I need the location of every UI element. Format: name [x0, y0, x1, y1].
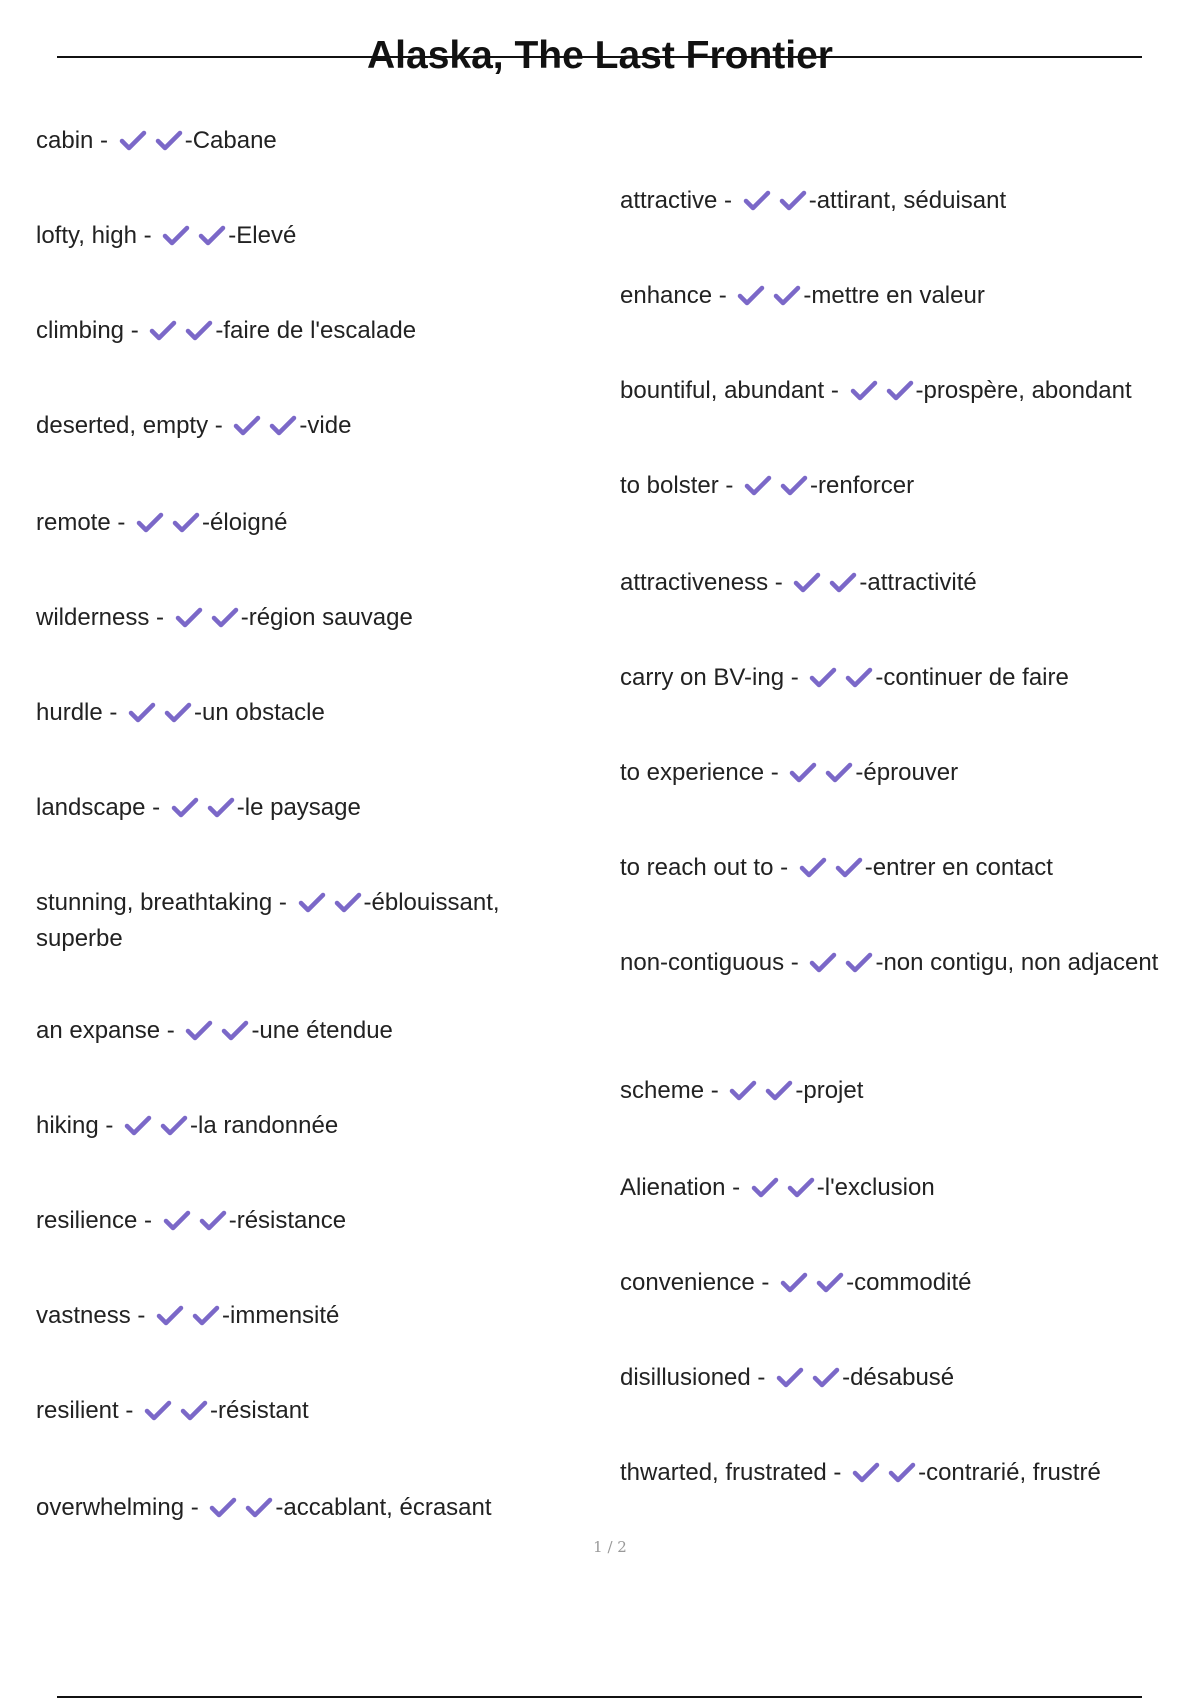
check-marks	[144, 1399, 208, 1431]
vocab-translation: -un obstacle	[194, 699, 325, 726]
vocab-entry	[36, 1205, 556, 1241]
vocab-translation: -faire de l'escalade	[215, 317, 417, 344]
check-icon	[185, 1020, 213, 1042]
vocab-translation: -une étendue	[251, 1017, 393, 1044]
check-marks	[744, 474, 808, 506]
check-icon	[780, 1272, 808, 1294]
check-marks	[737, 284, 801, 316]
check-icon	[799, 857, 827, 879]
check-marks	[209, 1496, 273, 1528]
vocab-term: deserted, empty	[36, 412, 209, 439]
check-marks	[789, 761, 853, 793]
vocab-translation: -Cabane	[184, 127, 277, 154]
vocab-entry	[620, 470, 1180, 506]
check-icon	[776, 1367, 804, 1389]
check-marks	[119, 129, 183, 161]
check-marks	[163, 1209, 227, 1241]
check-icon	[245, 1497, 273, 1519]
check-icon	[155, 130, 183, 152]
vocab-translation: -résistance	[228, 1207, 347, 1234]
vocab-term: to bolster	[620, 472, 719, 499]
vocab-term: lofty, high	[36, 222, 137, 249]
check-icon	[825, 762, 853, 784]
check-icon	[845, 952, 873, 974]
vocab-term: bountiful, abundant	[620, 377, 825, 404]
vocab-term: an expanse	[36, 1017, 161, 1044]
check-icon	[850, 380, 878, 402]
check-icon	[729, 1080, 757, 1102]
vocab-term: to reach out to	[620, 854, 774, 881]
vocab-translation: -éloigné	[202, 509, 288, 536]
vocab-term: vastness	[36, 1302, 131, 1329]
vocab-term: overwhelming	[36, 1494, 185, 1521]
vocab-translation: -attractivité	[859, 569, 977, 596]
check-marks	[162, 224, 226, 256]
check-icon	[334, 892, 362, 914]
separator: -	[118, 1397, 141, 1424]
vocab-term: stunning, breathtaking	[36, 889, 273, 916]
vocab-translation: -la randonnée	[190, 1112, 339, 1139]
separator: -	[750, 1364, 773, 1391]
check-marks	[852, 1461, 916, 1493]
check-icon	[180, 1400, 208, 1422]
check-icon	[852, 1462, 880, 1484]
vocab-entry	[36, 792, 556, 828]
vocab-entry	[620, 662, 1180, 698]
vocab-term: Alienation	[620, 1174, 726, 1201]
check-marks	[233, 414, 297, 446]
vocab-translation: -mettre en valeur	[803, 282, 985, 309]
vocab-term: enhance	[620, 282, 713, 309]
vocab-term: resilience	[36, 1207, 138, 1234]
check-icon	[835, 857, 863, 879]
vocab-translation: -le paysage	[236, 794, 361, 821]
check-icon	[773, 285, 801, 307]
vocab-entry	[36, 220, 556, 256]
vocab-term: attractiveness	[620, 569, 769, 596]
check-icon	[888, 1462, 916, 1484]
separator: -	[272, 889, 294, 916]
check-icon	[209, 1497, 237, 1519]
check-icon	[156, 1305, 184, 1327]
vocab-translation: -renforcer	[810, 472, 915, 499]
separator: -	[149, 604, 171, 631]
vocab-entry	[620, 852, 1180, 888]
check-icon	[886, 380, 914, 402]
separator: -	[145, 794, 167, 821]
vocab-entry	[36, 887, 556, 955]
check-icon	[298, 892, 326, 914]
separator: -	[124, 317, 146, 344]
vocab-entry	[36, 315, 556, 351]
vocab-term: disillusioned	[620, 1364, 751, 1391]
check-icon	[119, 130, 147, 152]
check-icon	[812, 1367, 840, 1389]
check-icon	[269, 415, 297, 437]
separator: -	[764, 759, 786, 786]
check-marks	[171, 796, 235, 828]
vocab-entry	[620, 567, 1180, 603]
vocab-translation: -prospère, abondant	[915, 377, 1132, 404]
separator: -	[725, 1174, 747, 1201]
page-number: 1 / 2	[593, 1538, 627, 1556]
check-marks	[156, 1304, 220, 1336]
vocab-entry	[36, 410, 556, 446]
check-marks	[185, 1019, 249, 1051]
vocab-translation: -résistant	[210, 1397, 309, 1424]
vocab-entry	[36, 507, 556, 543]
vocab-translation: -immensité	[222, 1302, 340, 1329]
vocab-term: remote	[36, 509, 111, 536]
vocab-translation: -commodité	[846, 1269, 972, 1296]
check-icon	[171, 797, 199, 819]
check-marks	[175, 606, 239, 638]
check-marks	[751, 1176, 815, 1208]
vocab-translation: -éblouissant, superbe	[36, 889, 500, 952]
separator: -	[773, 854, 795, 881]
vocab-translation: -accablant, écrasant	[275, 1494, 492, 1521]
check-marks	[799, 856, 863, 888]
vocab-translation: -désabusé	[842, 1364, 955, 1391]
check-marks	[809, 666, 873, 698]
check-icon	[787, 1177, 815, 1199]
vocab-entry	[36, 1110, 556, 1146]
check-icon	[809, 952, 837, 974]
check-icon	[185, 320, 213, 342]
vocab-entry	[620, 947, 1180, 983]
check-icon	[737, 285, 765, 307]
check-icon	[751, 1177, 779, 1199]
check-icon	[211, 607, 239, 629]
check-icon	[845, 667, 873, 689]
check-icon	[207, 797, 235, 819]
vocab-term: attractive	[620, 187, 718, 214]
check-icon	[160, 1115, 188, 1137]
vocab-translation: -continuer de faire	[875, 664, 1069, 691]
check-icon	[789, 762, 817, 784]
separator: -	[717, 187, 739, 214]
check-icon	[829, 572, 857, 594]
separator: -	[784, 949, 806, 976]
check-marks	[780, 1271, 844, 1303]
check-icon	[221, 1020, 249, 1042]
vocab-translation: -contrarié, frustré	[918, 1459, 1101, 1486]
separator: -	[826, 1459, 849, 1486]
vocab-term: convenience	[620, 1269, 755, 1296]
check-icon	[136, 512, 164, 534]
separator: -	[768, 569, 790, 596]
check-icon	[743, 190, 771, 212]
check-marks	[128, 701, 192, 733]
check-icon	[163, 1210, 191, 1232]
check-icon	[175, 607, 203, 629]
vocab-term: hurdle	[36, 699, 103, 726]
vocab-entry	[36, 697, 556, 733]
vocab-term: cabin	[36, 127, 94, 154]
separator: -	[110, 509, 133, 536]
check-icon	[149, 320, 177, 342]
vocab-translation: -éprouver	[855, 759, 959, 786]
vocab-translation: -non contigu, non adjacent	[875, 949, 1159, 976]
separator: -	[824, 377, 846, 404]
vocab-translation: -vide	[299, 412, 352, 439]
vocab-entry	[620, 1362, 1180, 1398]
vocab-term: scheme	[620, 1077, 705, 1104]
separator: -	[704, 1077, 726, 1104]
check-icon	[744, 475, 772, 497]
vocab-term: thwarted, frustrated	[620, 1459, 827, 1486]
separator: -	[184, 1494, 206, 1521]
vocab-entry	[620, 185, 1180, 221]
check-icon	[144, 1400, 172, 1422]
vocab-term: carry on BV-ing	[620, 664, 785, 691]
separator: -	[136, 222, 159, 249]
vocab-entry	[36, 125, 556, 161]
separator: -	[98, 1112, 121, 1139]
check-icon	[192, 1305, 220, 1327]
vocab-term: wilderness	[36, 604, 150, 631]
check-marks	[136, 511, 200, 543]
page-title: Alaska, The Last Frontier	[367, 34, 833, 77]
check-marks	[743, 189, 807, 221]
vocab-translation: -projet	[795, 1077, 864, 1104]
check-icon	[128, 702, 156, 724]
check-icon	[198, 225, 226, 247]
check-icon	[124, 1115, 152, 1137]
vocab-entry	[620, 375, 1180, 411]
vocab-entry	[36, 602, 556, 638]
check-icon	[199, 1210, 227, 1232]
vocab-entry	[620, 1075, 1180, 1111]
separator: -	[137, 1207, 159, 1234]
check-icon	[779, 190, 807, 212]
check-marks	[298, 891, 362, 923]
check-icon	[233, 415, 261, 437]
separator: -	[93, 127, 115, 154]
vocab-entry	[620, 1267, 1180, 1303]
vocab-translation: -entrer en contact	[864, 854, 1053, 881]
check-marks	[124, 1114, 188, 1146]
bottom-rule	[57, 1696, 1142, 1698]
check-icon	[780, 475, 808, 497]
vocab-entry	[620, 1457, 1180, 1493]
vocab-entry	[36, 1492, 556, 1528]
check-icon	[809, 667, 837, 689]
check-icon	[172, 512, 200, 534]
check-icon	[162, 225, 190, 247]
vocab-entry	[620, 1172, 1180, 1208]
separator: -	[208, 412, 230, 439]
check-marks	[809, 951, 873, 983]
separator: -	[784, 664, 806, 691]
vocab-term: to experience	[620, 759, 765, 786]
vocab-term: resilient	[36, 1397, 119, 1424]
vocab-translation: -région sauvage	[240, 604, 413, 631]
separator: -	[712, 282, 734, 309]
check-icon	[765, 1080, 793, 1102]
vocab-term: hiking	[36, 1112, 99, 1139]
vocab-translation: -Elevé	[228, 222, 297, 249]
separator: -	[754, 1269, 777, 1296]
check-marks	[776, 1366, 840, 1398]
check-icon	[816, 1272, 844, 1294]
vocab-entry	[620, 280, 1180, 316]
check-icon	[793, 572, 821, 594]
separator: -	[102, 699, 125, 726]
separator: -	[718, 472, 741, 499]
separator: -	[130, 1302, 153, 1329]
check-marks	[149, 319, 213, 351]
vocab-term: non-contiguous	[620, 949, 785, 976]
check-icon	[164, 702, 192, 724]
vocab-entry	[36, 1395, 556, 1431]
vocab-translation: -l'exclusion	[816, 1174, 935, 1201]
vocab-entry	[36, 1300, 556, 1336]
vocab-term: climbing	[36, 317, 125, 344]
vocab-entry	[36, 1015, 556, 1051]
check-marks	[850, 379, 914, 411]
separator: -	[160, 1017, 182, 1044]
vocab-entry	[620, 757, 1180, 793]
check-marks	[729, 1079, 793, 1111]
check-marks	[793, 571, 857, 603]
vocab-translation: -attirant, séduisant	[808, 187, 1007, 214]
vocab-term: landscape	[36, 794, 146, 821]
